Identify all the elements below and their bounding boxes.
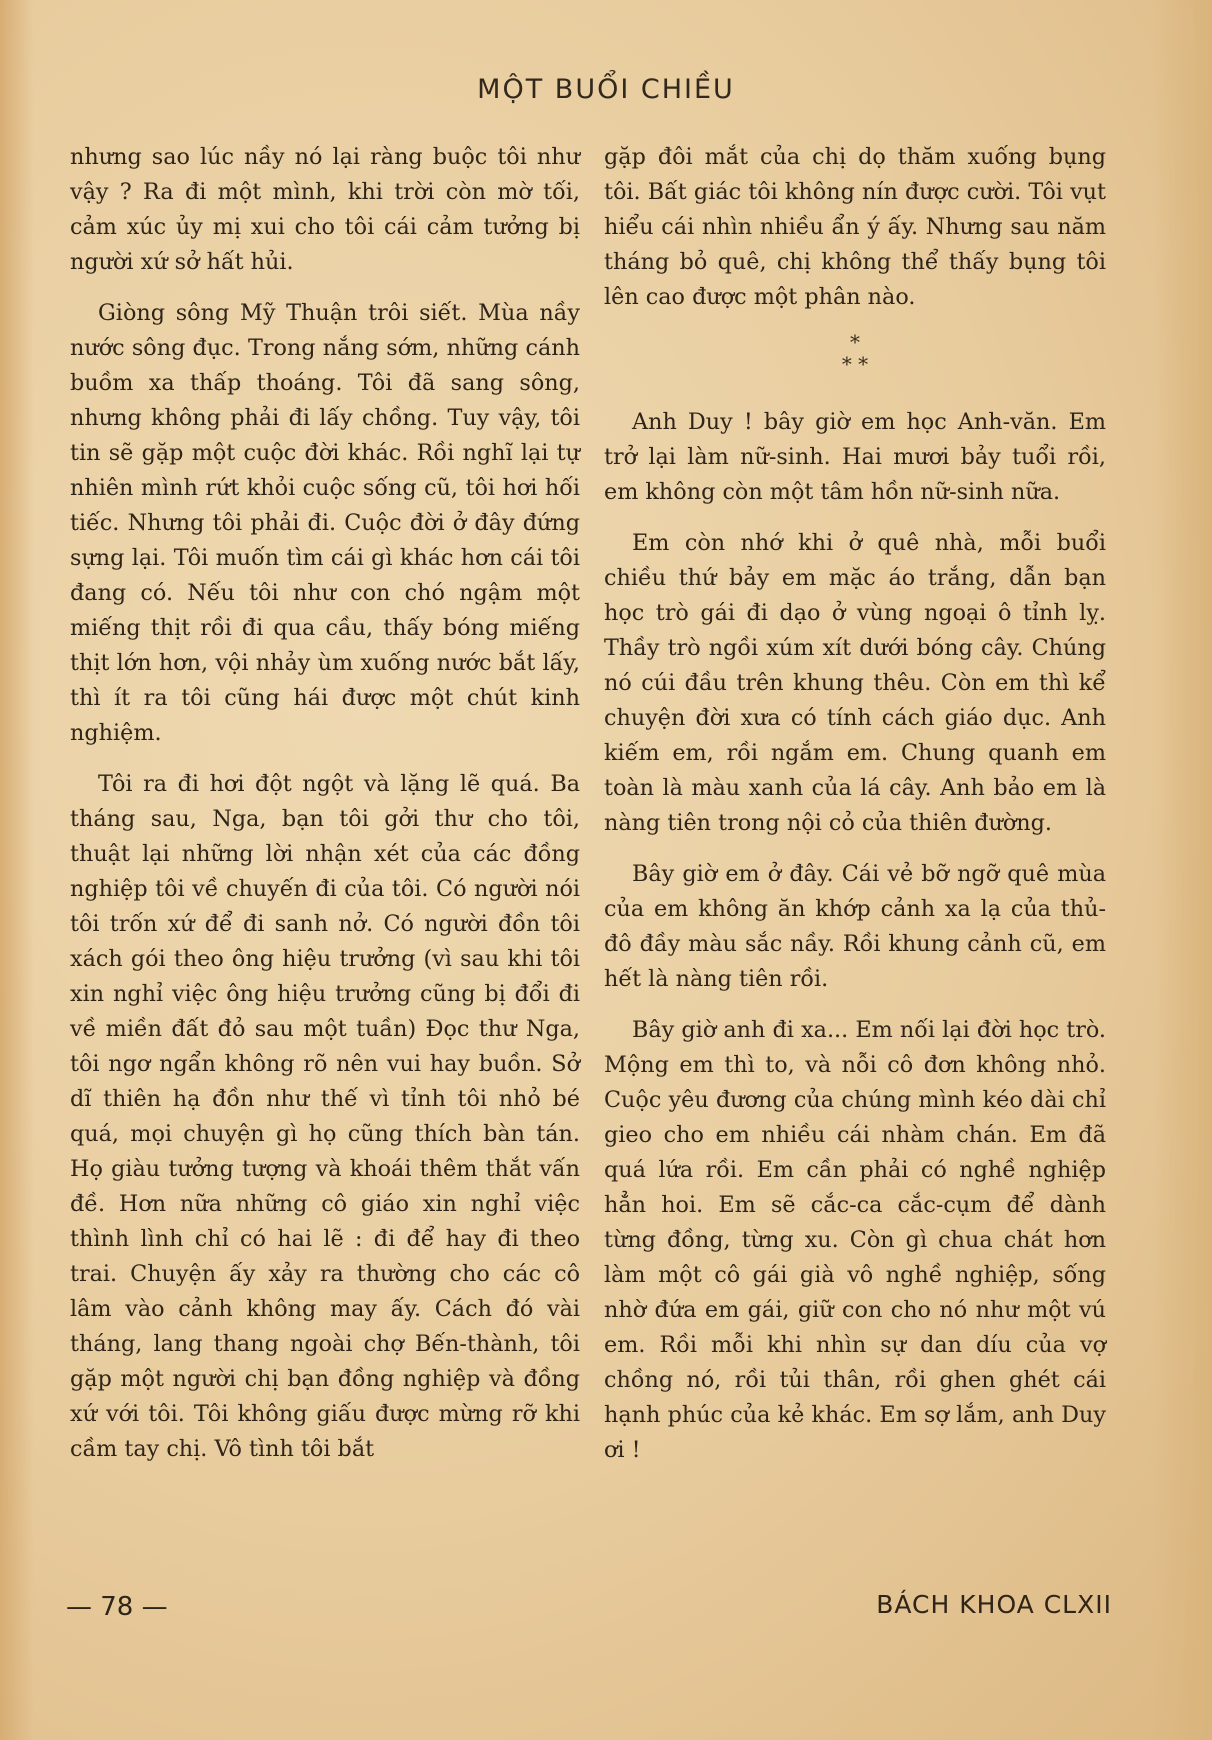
paragraph: Anh Duy ! bây giờ em học Anh-văn. Em trở lại làm nữ-sinh. Hai mươi bảy tuổi rồi, em không còn một tâm hồn nữ-sinh nữa. — [604, 409, 1106, 505]
right-column — [604, 140, 1106, 1484]
section-separator — [604, 331, 1106, 375]
page-number: — 78 — — [66, 1592, 168, 1622]
paragraph: Giòng sông Mỹ Thuận trôi siết. Mùa nầy nước sông đục. Trong nắng sớm, những cánh buồm xa thấp thoáng. Tôi đã sang sông, nhưng không phải đi lấy chồng. Tuy vậy, tôi tin sẽ gặp một cuộc đời khác. Rồi nghĩ lại tự nhiên mình rứt khỏi cuộc sống cũ, tôi hơi hối tiếc. Nhưng tôi phải đi. Cuộc đời ở đây đứng sựng lại. Tôi muốn tìm cái gì khác hơn cái tôi đang có. Nếu tôi như con chó ngậm một miếng thịt rồi đi qua cầu, thấy bóng miếng thịt lớn hơn, vội nhảy ùm xuống nước bắt lấy, thì ít ra tôi cũng hái được một chút kinh nghiệm. — [70, 300, 580, 746]
page-edge-shadow-left — [0, 0, 34, 1740]
left-column — [70, 140, 580, 1483]
paragraph: Bây giờ em ở đây. Cái vẻ bỡ ngỡ quê mùa của em không ăn khớp cảnh xa lạ của thủ-đô đầy màu sắc nầy. Rồi khung cảnh cũ, em hết là nàng tiên rồi. — [604, 861, 1106, 992]
separator-star-top: * — [850, 330, 860, 354]
paragraph: Em còn nhớ khi ở quê nhà, mỗi buổi chiều thứ bảy em mặc áo trắng, dẫn bạn học trò gái đi dạo ở vùng ngoại ô tỉnh lỵ. Thầy trò ngồi xúm xít dưới bóng cây. Chúng nó cúi đầu trên khung thêu. Còn em thì kể chuyện đời xưa có tính cách giáo dục. Anh kiếm em, rồi ngắm em. Chung quanh em toàn là màu xanh của lá cây. Anh bảo em là nàng tiên trong nội cỏ của thiên đường. — [604, 530, 1106, 836]
running-title: MỘT BUỔI CHIỀU — [477, 74, 735, 105]
page-edge-shadow-right — [1152, 0, 1212, 1740]
paragraph: nhưng sao lúc nầy nó lại ràng buộc tôi như vậy ? Ra đi một mình, khi trời còn mờ tối, cảm xúc ủy mị xui cho tôi cái cảm tưởng bị người xứ sở hất hủi. — [70, 144, 580, 275]
paragraph: gặp đôi mắt của chị dọ thăm xuống bụng tôi. Bất giác tôi không nín được cười. Tôi vụt hiểu cái nhìn nhiều ẩn ý ấy. Nhưng sau năm tháng bỏ quê, chị không thể thấy bụng tôi lên cao được một phân nào. — [604, 144, 1106, 310]
publication-name: BÁCH KHOA CLXII — [876, 1590, 1112, 1619]
paragraph: Bây giờ anh đi xa... Em nối lại đời học trò. Mộng em thì to, và nỗi cô đơn không nhỏ. Cuộc yêu đương của chúng mình kéo dài chỉ gieo cho em nhiều cái nhàm chán. Em đã quá lứa rồi. Em cần phải có nghề nghiệp hẳn hoi. Em sẽ cắc-ca cắc-cụm để dành từng đồng, từng xu. Còn gì chua chát hơn làm một cô gái già vô nghề nghiệp, sống nhờ đứa em gái, giữ con cho nó như một vú em. Rồi mỗi khi nhìn sự dan díu của vợ chồng nó, rồi tủi thân, rồi ghen ghét cái hạnh phúc của kẻ khác. Em sợ lắm, anh Duy ơi ! — [604, 1017, 1106, 1463]
separator-stars-bottom: * * — [841, 352, 869, 376]
paragraph: Tôi ra đi hơi đột ngột và lặng lẽ quá. Ba tháng sau, Nga, bạn tôi gởi thư cho tôi, thuật lại những lời nhận xét của các đồng nghiệp tôi về chuyến đi của tôi. Có người nói tôi trốn xứ để đi sanh nở. Có người đồn tôi xách gói theo ông hiệu trưởng (vì sau khi tôi xin nghỉ việc ông hiệu trưởng cũng bị đổi đi về miền đất đỏ sau một tuần) Đọc thư Nga, tôi ngơ ngẩn không rõ nên vui hay buồn. Sở dĩ thiên hạ đồn như thế vì tỉnh tôi nhỏ bé quá, mọi chuyện gì họ cũng thích bàn tán. Họ giàu tưởng tượng và khoái thêm thắt vấn đề. Hơn nữa những cô giáo xin nghỉ việc thình lình chỉ có hai lẽ : đi để hay đi theo trai. Chuyện ấy xảy ra thường cho các cô lâm vào cảnh không may ấy. Cách đó vài tháng, lang thang ngoài chợ Bến-thành, tôi gặp một người chị bạn đồng nghiệp và đồng xứ với tôi. Tôi không giấu được mừng rỡ khi cầm tay chị. Vô tình tôi bắt — [70, 771, 580, 1462]
